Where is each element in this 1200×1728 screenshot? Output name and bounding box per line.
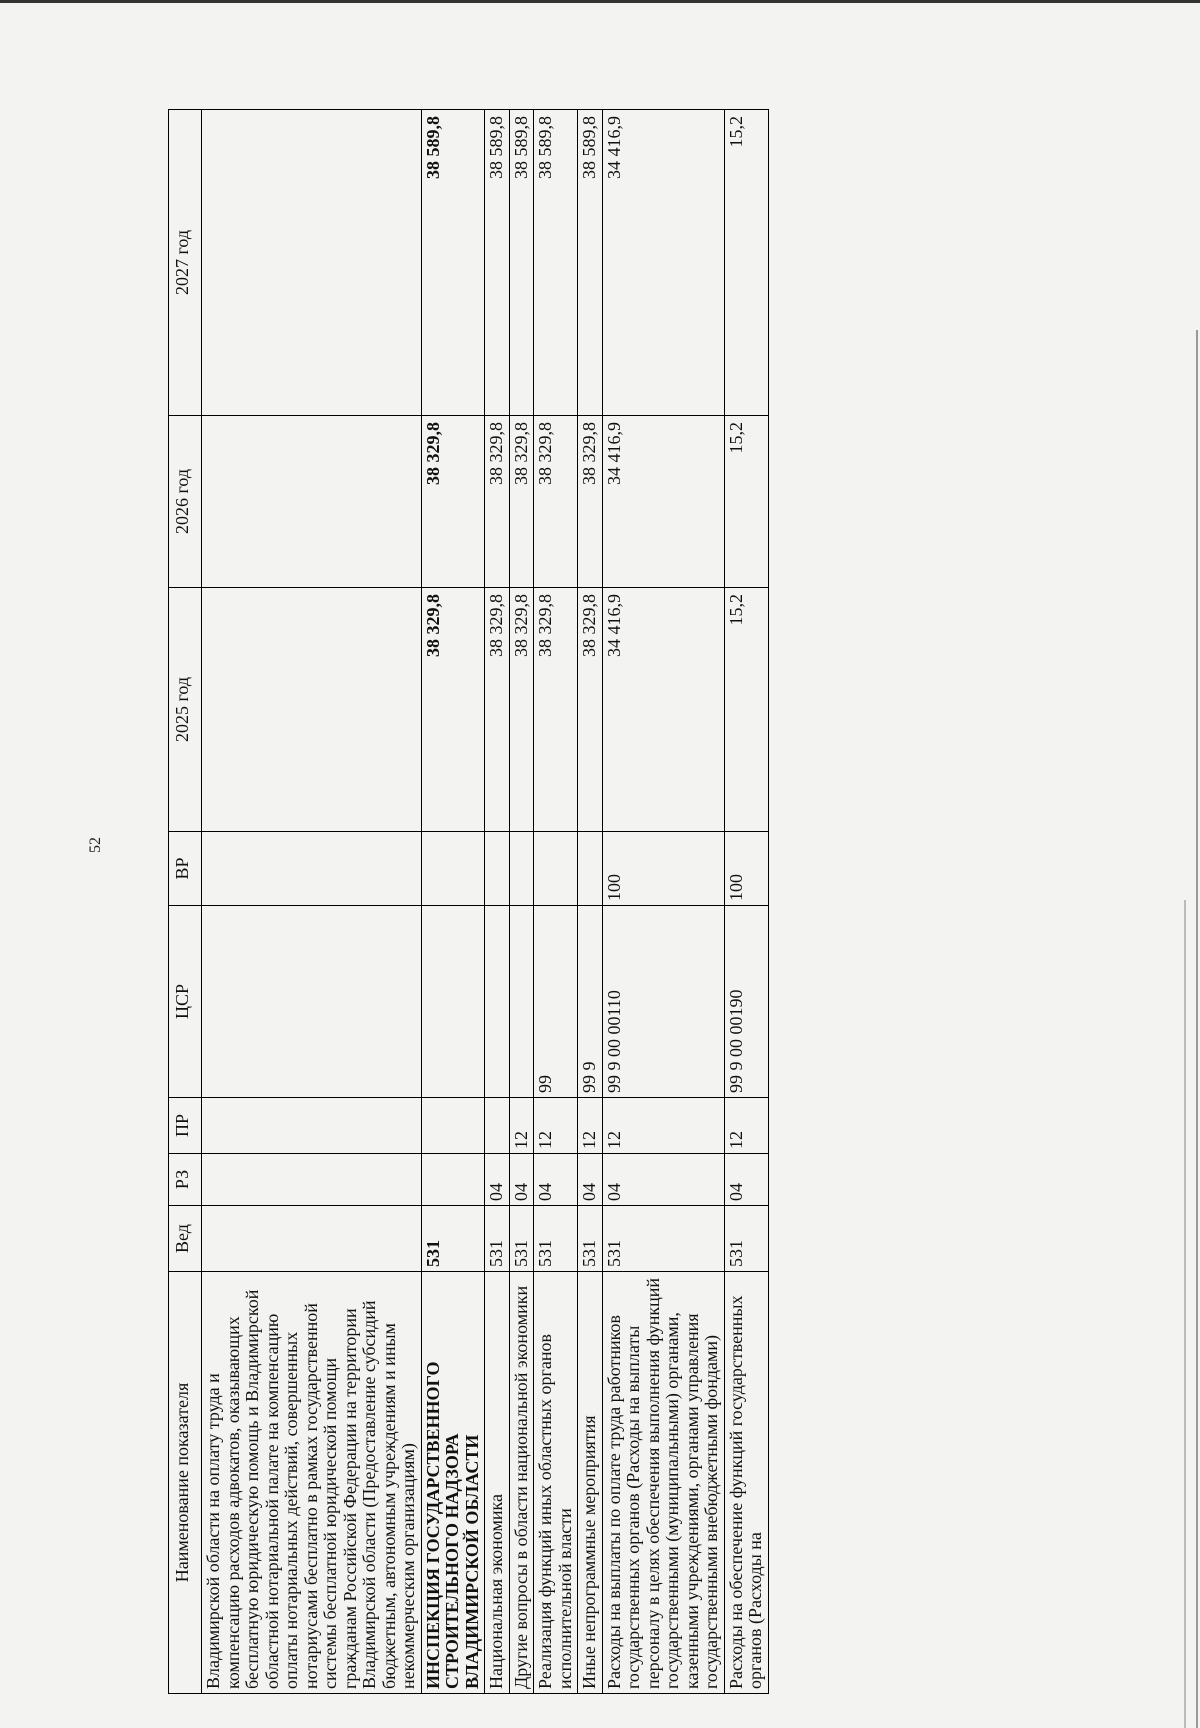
- header-vr: ВР: [169, 832, 202, 906]
- cell-2025: [202, 588, 422, 832]
- cell-ved: 531: [485, 1206, 510, 1272]
- cell-pr: 12: [534, 1098, 578, 1154]
- table-row: [509, 110, 534, 1694]
- cell-pr: 12: [724, 1098, 768, 1154]
- cell-vr: 100: [724, 832, 768, 906]
- cell-vr: [421, 832, 485, 906]
- cell-vr: [485, 832, 510, 906]
- cell-ved: [202, 1206, 422, 1272]
- rotated-table-container: [168, 110, 1135, 1694]
- cell-pr: [421, 1098, 485, 1154]
- header-2026: 2026 год: [169, 416, 202, 588]
- cell-2025: 34 416,9: [602, 588, 724, 832]
- cell-vr: 100: [602, 832, 724, 906]
- cell-pr: 12: [602, 1098, 724, 1154]
- cell-2026: 34 416,9: [602, 416, 724, 588]
- table-header-row: [169, 110, 202, 1694]
- cell-2026: 15,2: [724, 416, 768, 588]
- cell-rz: [202, 1154, 422, 1206]
- cell-2025: 38 329,8: [485, 588, 510, 832]
- cell-ved: 531: [724, 1206, 768, 1272]
- cell-ved: 531: [421, 1206, 485, 1272]
- table-row: [202, 110, 422, 1694]
- header-csr: ЦСР: [169, 906, 202, 1098]
- cell-csr: 99: [534, 906, 578, 1098]
- header-2027: 2027 год: [169, 110, 202, 416]
- cell-2025: 38 329,8: [421, 588, 485, 832]
- cell-2027: 34 416,9: [602, 110, 724, 416]
- cell-rz: 04: [485, 1154, 510, 1206]
- cell-2026: 38 329,8: [534, 416, 578, 588]
- table-row: [724, 110, 768, 1694]
- cell-2026: 38 329,8: [485, 416, 510, 588]
- cell-rz: 04: [578, 1154, 603, 1206]
- cell-name: Расходы на обеспечение функций государственных органов (Расходы на: [724, 1272, 768, 1694]
- table-row: [534, 110, 578, 1694]
- cell-2027: 38 589,8: [534, 110, 578, 416]
- cell-rz: [421, 1154, 485, 1206]
- table-body: [202, 110, 769, 1694]
- cell-2026: 38 329,8: [421, 416, 485, 588]
- cell-pr: 12: [509, 1098, 534, 1154]
- page-top-edge: [0, 0, 1200, 3]
- cell-csr: 99 9 00 00190: [724, 906, 768, 1098]
- table-row: [602, 110, 724, 1694]
- cell-csr: [421, 906, 485, 1098]
- table-row: [578, 110, 603, 1694]
- cell-rz: 04: [534, 1154, 578, 1206]
- header-ved: Вед: [169, 1206, 202, 1272]
- cell-2025: 38 329,8: [534, 588, 578, 832]
- cell-name: Расходы на выплаты по оплате труда работников государственных органов (Расходы на выплаты персоналу в целях обеспечения выполнения функций государственными (муниципальными) органами, казенными учреждениями, органами управления государственными внебюджетными фондами): [602, 1272, 724, 1694]
- header-name: Наименование показателя: [169, 1272, 202, 1694]
- cell-rz: 04: [602, 1154, 724, 1206]
- table-row: [485, 110, 510, 1694]
- cell-2026: 38 329,8: [578, 416, 603, 588]
- cell-2027: 38 589,8: [421, 110, 485, 416]
- cell-2026: 38 329,8: [509, 416, 534, 588]
- header-pr: ПР: [169, 1098, 202, 1154]
- cell-vr: [578, 832, 603, 906]
- cell-csr: [509, 906, 534, 1098]
- cell-2027: 38 589,8: [485, 110, 510, 416]
- cell-name: Владимирской области на оплату труда и компенсацию расходов адвокатов, оказывающих бесплатную юридическую помощь и Владимирской областной нотариальной палате на компенсацию оплаты нотариальных действий, совершенных нотариусами бесплатно в рамках государственной системы бесплатной юридической помощи гражданам Российской Федерации на территории Владимирской области (Предоставление субсидий бюджетным, автономным учреждениям и иным некоммерческим организациям): [202, 1272, 422, 1694]
- cell-name: Другие вопросы в области национальной экономики: [509, 1272, 534, 1694]
- cell-2025: 38 329,8: [578, 588, 603, 832]
- cell-name: Реализация функций иных областных органов исполнительной власти: [534, 1272, 578, 1694]
- cell-2025: 15,2: [724, 588, 768, 832]
- cell-ved: 531: [509, 1206, 534, 1272]
- page-right-edge: [1196, 330, 1198, 1728]
- cell-2027: 38 589,8: [578, 110, 603, 416]
- cell-csr: 99 9: [578, 906, 603, 1098]
- cell-pr: [202, 1098, 422, 1154]
- cell-vr: [509, 832, 534, 906]
- budget-table: [168, 109, 769, 1694]
- cell-rz: 04: [509, 1154, 534, 1206]
- cell-ved: 531: [534, 1206, 578, 1272]
- cell-pr: [485, 1098, 510, 1154]
- table-row: [421, 110, 485, 1694]
- cell-2027: 38 589,8: [509, 110, 534, 416]
- header-2025: 2025 год: [169, 588, 202, 832]
- cell-ved: 531: [578, 1206, 603, 1272]
- cell-vr: [534, 832, 578, 906]
- cell-csr: 99 9 00 00110: [602, 906, 724, 1098]
- cell-2025: 38 329,8: [509, 588, 534, 832]
- cell-2027: [202, 110, 422, 416]
- cell-ved: 531: [602, 1206, 724, 1272]
- header-rz: РЗ: [169, 1154, 202, 1206]
- cell-pr: 12: [578, 1098, 603, 1154]
- cell-2026: [202, 416, 422, 588]
- cell-vr: [202, 832, 422, 906]
- cell-2027: 15,2: [724, 110, 768, 416]
- cell-csr: [202, 906, 422, 1098]
- page-right-edge-shadow: [1184, 900, 1186, 1728]
- cell-rz: 04: [724, 1154, 768, 1206]
- cell-csr: [485, 906, 510, 1098]
- page-number: 52: [87, 837, 104, 853]
- cell-name: Национальная экономика: [485, 1272, 510, 1694]
- cell-name: Иные непрограммные мероприятия: [578, 1272, 603, 1694]
- cell-name: ИНСПЕКЦИЯ ГОСУДАРСТВЕННОГО СТРОИТЕЛЬНОГО НАДЗОРА ВЛАДИМИРСКОЙ ОБЛАСТИ: [421, 1272, 485, 1694]
